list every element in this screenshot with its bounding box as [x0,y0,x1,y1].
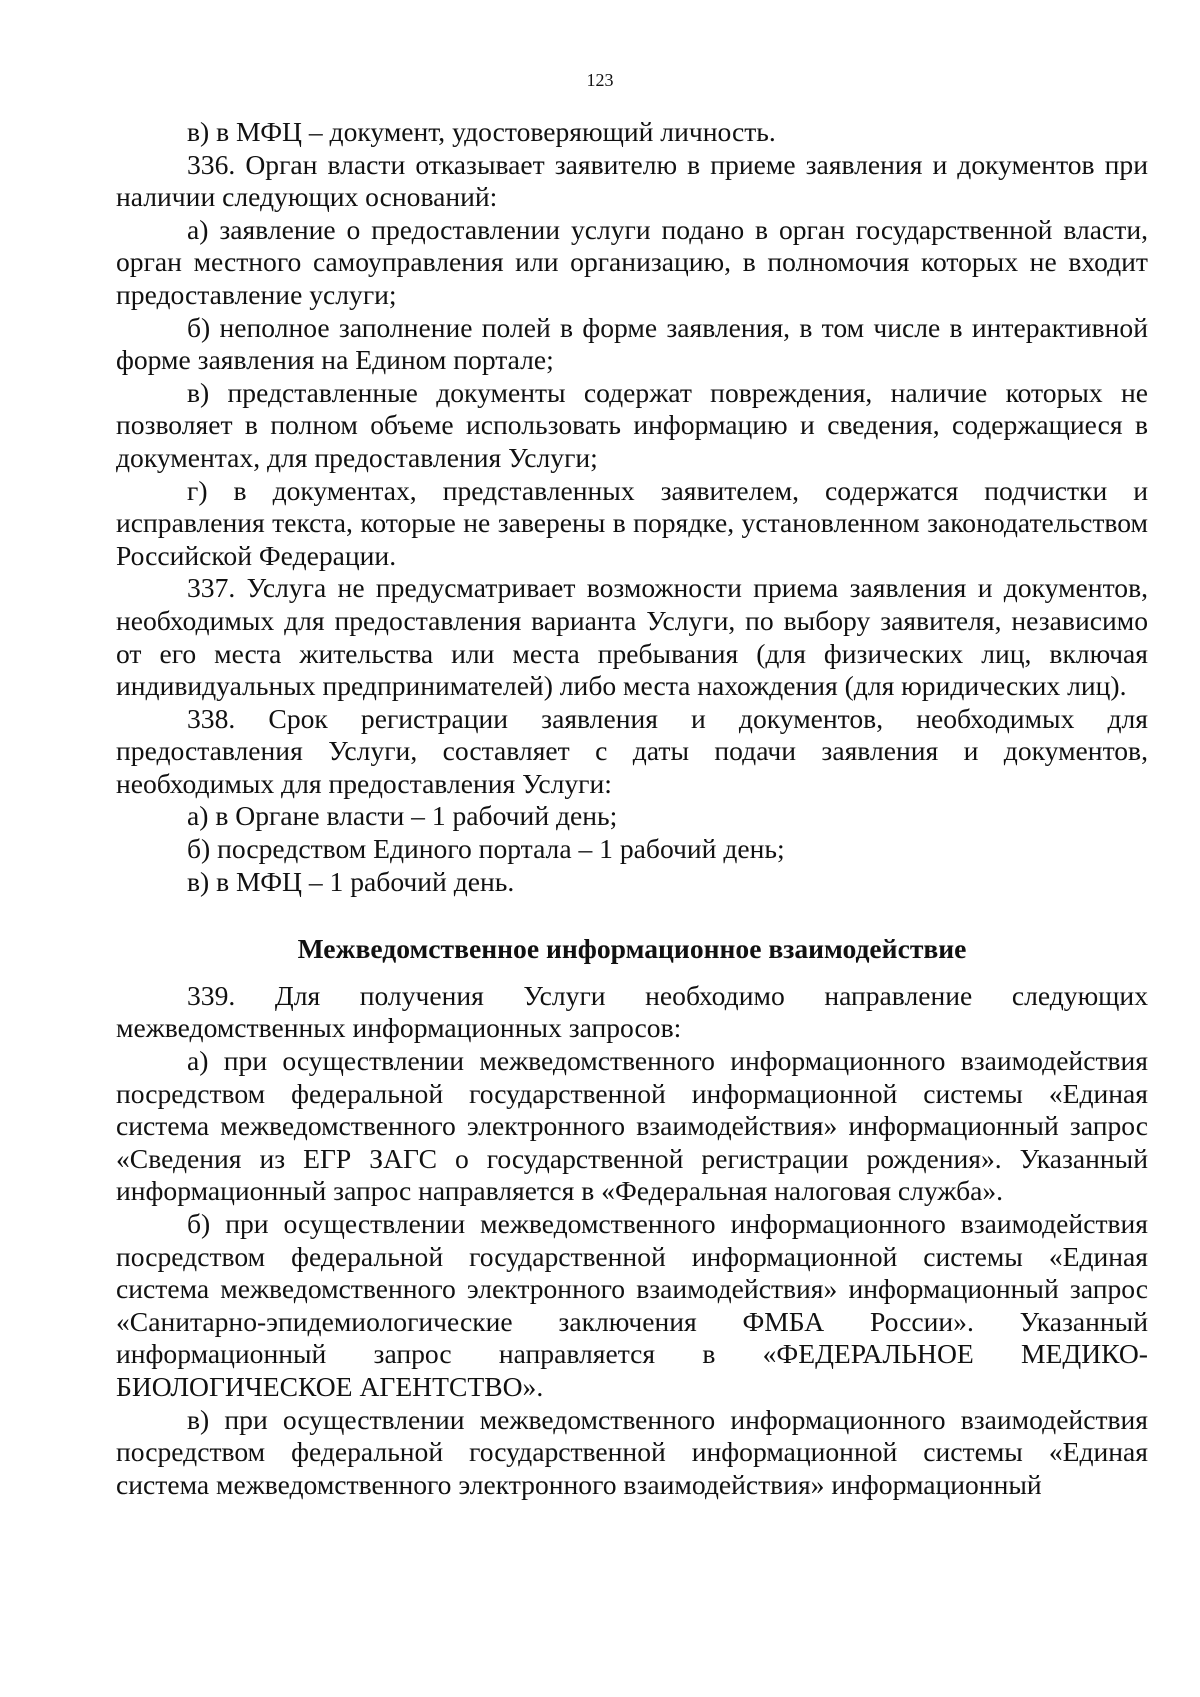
paragraph-339-v: в) при осуществлении межведомственного информационного взаимодействия посредством федеральной государственной информационной системы «Единая система межведомственного электронного взаимодействия» информационный [116,1403,1148,1500]
paragraph-338-v: в) в МФЦ – 1 рабочий день. [187,865,515,897]
paragraph-336-b: б) неполное заполнение полей в форме заявления, в том числе в интерактивной форме заявления на Едином портале; [116,311,1148,376]
section-heading: Межведомственное информационное взаимодействие [297,933,967,965]
paragraph-339-a: а) при осуществлении межведомственного информационного взаимодействия посредством федеральной государственной информационной системы «Единая система межведомственного электронного взаимодействия» информационный запрос «Сведения из ЕГР ЗАГС о государственной регистрации рождения». Указанный информационный запрос направляется в «Федеральная налоговая служба». [116,1045,1148,1207]
paragraph-338-a: а) в Органе власти – 1 рабочий день; [187,800,618,832]
paragraph-337: 337. Услуга не предусматривает возможности приема заявления и документов, необходимых для предоставления варианта Услуги, по выбору заявителя, независимо от его места жительства или места пребывания (для физических лиц, включая индивидуальных предпринимателей) либо места нахождения (для юридических лиц). [116,572,1148,702]
paragraph-336-v: в) представленные документы содержат повреждения, наличие которых не позволяет в полном объеме использовать информацию и сведения, содержащиеся в документах, для предоставления Услуги; [116,376,1148,473]
paragraph-339-b: б) при осуществлении межведомственного информационного взаимодействия посредством федеральной государственной информационной системы «Единая система межведомственного электронного взаимодействия» информационный запрос «Санитарно-эпидемиологические заключения ФМБА России». Указанный информационный запрос направляется в «ФЕДЕРАЛЬНОЕ МЕДИКО-БИОЛОГИЧЕСКОЕ АГЕНТСТВО». [116,1208,1148,1402]
paragraph-339: 339. Для получения Услуги необходимо направление следующих межведомственных информационных запросов: [116,979,1148,1044]
paragraph-item-v-mfc-identity: в) в МФЦ – документ, удостоверяющий личность. [187,116,776,147]
paragraph-338: 338. Срок регистрации заявления и документов, необходимых для предоставления Услуги, составляет с даты подачи заявления и документов, необходимых для предоставления Услуги: [116,702,1148,799]
document-body [116,116,1148,1501]
paragraph-336-g: г) в документах, представленных заявителем, содержатся подчистки и исправления текста, которые не заверены в порядке, установленном законодательством Российской Федерации. [116,474,1148,571]
paragraph-338-b: б) посредством Единого портала – 1 рабочий день; [187,833,785,865]
paragraph-336-refusal-grounds: 336. Орган власти отказывает заявителю в приеме заявления и документов при наличии следующих оснований: [116,148,1148,213]
paragraph-336-a: а) заявление о предоставлении услуги подано в орган государственной власти, орган местного самоуправления или организацию, в полномочия которых не входит предоставление услуги; [116,213,1148,310]
page-number: 123 [586,70,614,90]
